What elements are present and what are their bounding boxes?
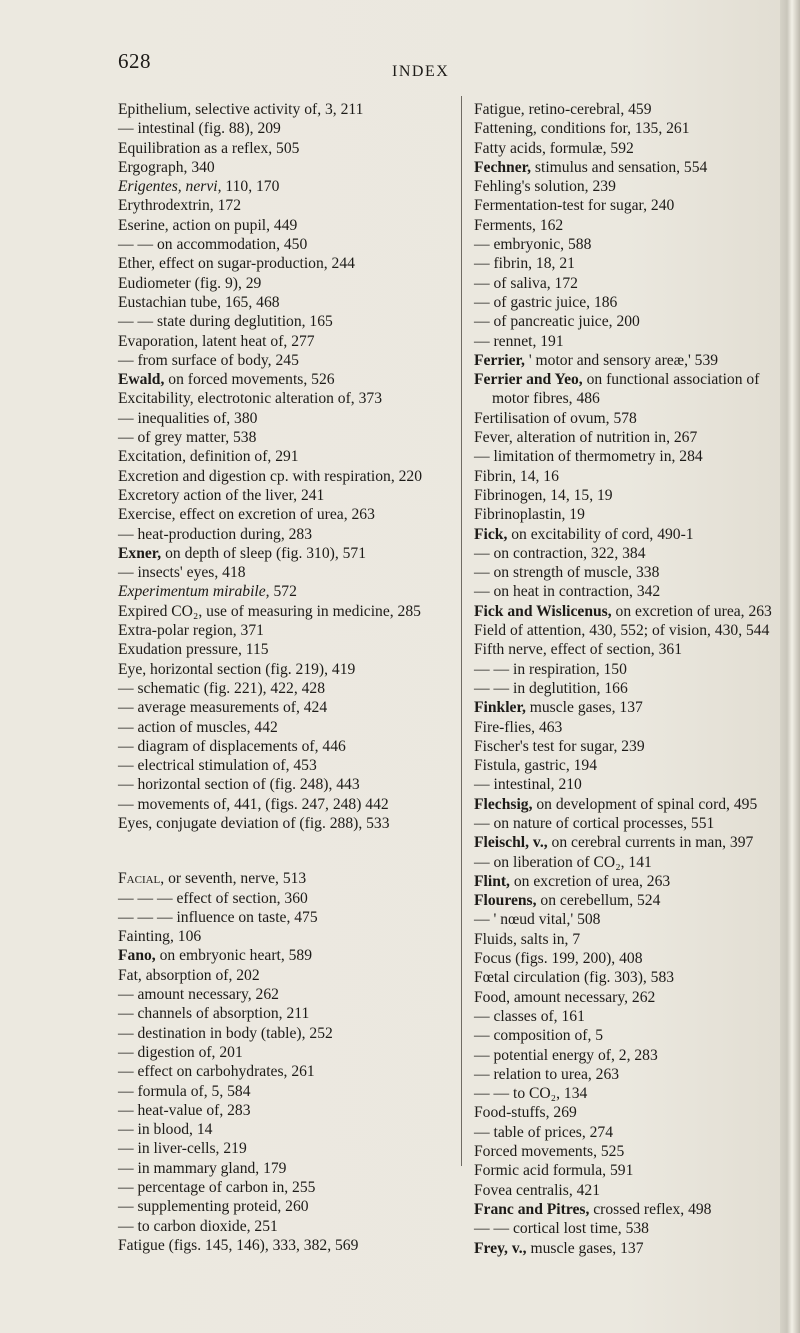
index-entry: — in liver-cells, 219 <box>118 1140 247 1158</box>
index-entry: Eserine, action on pupil, 449 <box>118 216 298 234</box>
index-entry <box>474 872 786 891</box>
index-entry: — classes of, 161 <box>474 1007 585 1025</box>
index-entry-refs: crossed reflex, 498 <box>589 1200 712 1218</box>
index-entry: Field of attention, 430, 552; of vision, 430, 544 <box>474 622 770 640</box>
index-column-right <box>474 100 786 1258</box>
index-entry: Fire-flies, 463 <box>474 718 563 736</box>
index-entry <box>474 370 786 409</box>
index-entry-refs: on cerebral currents in man, 397 <box>547 834 754 852</box>
index-entry-heading: Flourens, <box>474 892 537 910</box>
index-entry: Fainting, 106 <box>118 928 202 946</box>
index-entry-refs: on depth of sleep (fig. 310), 571 <box>161 544 367 562</box>
index-entry: Food, amount necessary, 262 <box>474 988 656 1006</box>
index-entry <box>118 869 448 888</box>
index-entry: Epithelium, selective activity of, 3, 211 <box>118 101 364 118</box>
index-entry: — relation to urea, 263 <box>474 1065 620 1083</box>
index-entry: Fovea centralis, 421 <box>474 1181 601 1199</box>
index-entry-heading: Fick, <box>474 525 508 543</box>
index-entry: — — cortical lost time, 538 <box>474 1220 649 1238</box>
index-entry: — composition of, 5 <box>474 1027 604 1045</box>
index-entry: Focus (figs. 199, 200), 408 <box>474 950 643 968</box>
index-entry: Fischer's test for sugar, 239 <box>474 737 645 755</box>
index-entry-refs: on excretion of urea, 263 <box>611 602 772 620</box>
index-entry: Exercise, effect on excretion of urea, 263 <box>118 506 375 524</box>
index-entry: — fibrin, 18, 21 <box>474 255 575 273</box>
index-entry <box>118 582 448 601</box>
index-entry: Ferments, 162 <box>474 216 564 234</box>
index-entry: — ' nœud vital,' 508 <box>474 911 601 929</box>
index-entry-refs: stimulus and sensation, 554 <box>531 158 708 176</box>
index-entry-refs: muscle gases, 137 <box>526 1239 644 1257</box>
index-entry <box>474 525 786 544</box>
index-entry: — heat-production during, 283 <box>118 525 313 543</box>
index-entry-heading: Experimentum mirabile, <box>118 583 270 601</box>
index-entry: Fat, absorption of, 202 <box>118 966 260 984</box>
index-entry: — average measurements of, 424 <box>118 699 328 717</box>
index-entry <box>474 795 786 814</box>
index-entry: — — — influence on taste, 475 <box>118 908 318 926</box>
index-entry: Forced movements, 525 <box>474 1143 625 1161</box>
index-entry-refs: on forced movements, 526 <box>164 371 335 389</box>
index-entry: — destination in body (table), 252 <box>118 1024 333 1042</box>
index-entry: — table of prices, 274 <box>474 1123 614 1141</box>
index-entry-heading: Ferrier, <box>474 351 525 369</box>
index-entry: — electrical stimulation of, 453 <box>118 757 317 775</box>
index-entry: Fibrinoplastin, 19 <box>474 506 585 524</box>
index-entry: Ether, effect on sugar-production, 244 <box>118 255 355 273</box>
index-entry-heading: Ewald, <box>118 371 165 389</box>
index-entry: Excretion and digestion cp. with respiration, 220 <box>118 467 423 485</box>
index-entry-refs: on functional association of motor fibres, 486 <box>492 371 760 408</box>
index-entry: — schematic (fig. 221), 422, 428 <box>118 679 326 697</box>
index-entry: Fatty acids, formulæ, 592 <box>474 139 634 157</box>
index-entry: Excretory action of the liver, 241 <box>118 486 325 504</box>
index-entry <box>474 602 786 621</box>
index-entry: — action of muscles, 442 <box>118 718 278 736</box>
index-entry <box>474 1200 786 1219</box>
index-entry: Fibrinogen, 14, 15, 19 <box>474 486 613 504</box>
index-entry <box>474 833 786 852</box>
index-entry: — — to CO₂, 134 <box>474 1085 588 1103</box>
index-entry: — effect on carbohydrates, 261 <box>118 1063 315 1081</box>
index-entry-refs: 572 <box>269 583 297 601</box>
index-entry: — intestinal, 210 <box>474 776 582 794</box>
index-entry <box>474 891 786 910</box>
index-entry: — percentage of carbon in, 255 <box>118 1179 316 1197</box>
index-entry: Eye, horizontal section (fig. 219), 419 <box>118 660 356 678</box>
page-edge <box>780 0 800 1333</box>
index-entry <box>118 946 448 965</box>
index-entry: Fifth nerve, effect of section, 361 <box>474 641 682 659</box>
index-entry: Excitation, definition of, 291 <box>118 448 299 466</box>
index-entry-refs: 110, 170 <box>221 178 280 196</box>
index-entry: Excitability, electrotonic alteration of, 373 <box>118 390 382 408</box>
index-entry: Formic acid formula, 591 <box>474 1162 634 1180</box>
index-entry: — digestion of, 201 <box>118 1043 243 1061</box>
index-entry: Fertilisation of ovum, 578 <box>474 409 637 427</box>
index-entry: Expired CO₂, use of measuring in medicine, 285 <box>118 602 421 620</box>
index-entry: Fatigue (figs. 145, 146), 333, 382, 569 <box>118 1236 359 1254</box>
index-entry-heading: Fleischl, v., <box>474 834 548 852</box>
index-entry: — embryonic, 588 <box>474 236 592 254</box>
index-entry-heading: Exner, <box>118 544 162 562</box>
running-head: INDEX <box>392 63 450 80</box>
index-entry-heading: Frey, v., <box>474 1239 527 1257</box>
index-entry-heading: Ferrier and Yeo, <box>474 371 583 389</box>
index-entry: Eustachian tube, 165, 468 <box>118 293 280 311</box>
index-entry-refs: ' motor and sensory areæ,' 539 <box>524 351 719 369</box>
index-entry: — of gastric juice, 186 <box>474 293 618 311</box>
index-entry: — of saliva, 172 <box>474 274 578 292</box>
index-entry-heading: Erigentes, nervi, <box>118 178 222 196</box>
index-entry: — horizontal section of (fig. 248), 443 <box>118 776 360 794</box>
index-entry: Fattening, conditions for, 135, 261 <box>474 120 690 138</box>
index-entry: — of pancreatic juice, 200 <box>474 313 640 331</box>
index-entry: — in blood, 14 <box>118 1121 213 1139</box>
index-entry: Fehling's solution, 239 <box>474 178 616 196</box>
index-entry: — on nature of cortical processes, 551 <box>474 814 715 832</box>
index-entry <box>118 177 448 196</box>
index-entry: Fermentation-test for sugar, 240 <box>474 197 675 215</box>
index-entry: — potential energy of, 2, 283 <box>474 1046 658 1064</box>
column-divider <box>461 96 462 1166</box>
index-entry <box>118 544 448 563</box>
index-entry: Exudation pressure, 115 <box>118 641 269 659</box>
index-entry-heading: Fick and Wislicenus, <box>474 602 612 620</box>
index-entry: Evaporation, latent heat of, 277 <box>118 332 315 350</box>
index-entry: — — in respiration, 150 <box>474 660 627 678</box>
index-entry: — inequalities of, 380 <box>118 409 258 427</box>
index-entry <box>118 370 448 389</box>
section-gap <box>118 833 448 869</box>
index-entry: Fatigue, retino-cerebral, 459 <box>474 101 652 118</box>
index-entry: — on strength of muscle, 338 <box>474 564 660 582</box>
index-entry: — formula of, 5, 584 <box>118 1082 251 1100</box>
index-entry-heading: Finkler, <box>474 699 526 717</box>
page-number: 628 <box>118 49 151 73</box>
index-entry-refs: muscle gases, 137 <box>525 699 643 717</box>
index-entry <box>474 158 786 177</box>
index-entry-heading: Flint, <box>474 872 510 890</box>
index-entry: Fibrin, 14, 16 <box>474 467 559 485</box>
index-entry: Extra-polar region, 371 <box>118 622 264 640</box>
index-entry: — on heat in contraction, 342 <box>474 583 661 601</box>
index-entry-heading: Fechner, <box>474 158 532 176</box>
index-entry: — heat-value of, 283 <box>118 1101 251 1119</box>
index-entry: — diagram of displacements of, 446 <box>118 737 346 755</box>
index-entry: Fever, alteration of nutrition in, 267 <box>474 429 698 447</box>
index-entry: Fœtal circulation (fig. 303), 583 <box>474 969 675 987</box>
index-entry: — on liberation of CO₂, 141 <box>474 853 652 871</box>
index-entry-heading: Facial, <box>118 870 165 888</box>
index-entry: — limitation of thermometry in, 284 <box>474 448 703 466</box>
index-entry: — to carbon dioxide, 251 <box>118 1217 278 1235</box>
index-entry: — — in deglutition, 166 <box>474 679 628 697</box>
index-entry <box>474 698 786 717</box>
index-entry: Erythrodextrin, 172 <box>118 197 241 215</box>
index-entry-heading: Franc and Pitres, <box>474 1200 590 1218</box>
index-entry-refs: on excitability of cord, 490-1 <box>507 525 694 543</box>
index-entry: Fistula, gastric, 194 <box>474 757 598 775</box>
index-entry: Eyes, conjugate deviation of (fig. 288), 533 <box>118 814 390 832</box>
index-entry-refs: on development of spinal cord, 495 <box>532 795 758 813</box>
index-entry: — rennet, 191 <box>474 332 564 350</box>
index-entry: — in mammary gland, 179 <box>118 1159 287 1177</box>
index-entry: — movements of, 441, (figs. 247, 248) 442 <box>118 795 389 813</box>
index-entry: — on contraction, 322, 384 <box>474 544 646 562</box>
index-entry: — amount necessary, 262 <box>118 986 279 1004</box>
index-entry-heading: Fano, <box>118 947 156 965</box>
index-entry: — from surface of body, 245 <box>118 351 299 369</box>
index-entry: Fluids, salts in, 7 <box>474 930 581 948</box>
index-entry: — of grey matter, 538 <box>118 429 257 447</box>
index-entry-refs: or seventh, nerve, 513 <box>164 870 307 888</box>
index-entry: — intestinal (fig. 88), 209 <box>118 120 281 138</box>
index-entry: — — state during deglutition, 165 <box>118 313 333 331</box>
index-column-left <box>118 100 448 1255</box>
index-entry: Ergograph, 340 <box>118 158 215 176</box>
index-entry: Equilibration as a reflex, 505 <box>118 139 300 157</box>
index-entry-refs: on cerebellum, 524 <box>536 892 661 910</box>
index-entry: Eudiometer (fig. 9), 29 <box>118 274 262 292</box>
index-entry: — channels of absorption, 211 <box>118 1005 310 1023</box>
index-entry: — — — effect of section, 360 <box>118 889 308 907</box>
index-entry: — insects' eyes, 418 <box>118 564 246 582</box>
index-entry: Food-stuffs, 269 <box>474 1104 577 1122</box>
index-entry <box>474 1239 786 1258</box>
index-entry: — — on accommodation, 450 <box>118 236 308 254</box>
index-entry-refs: on excretion of urea, 263 <box>509 872 671 890</box>
index-entry <box>474 351 786 370</box>
index-entry: — supplementing proteid, 260 <box>118 1198 309 1216</box>
index-entry-refs: on embryonic heart, 589 <box>155 947 313 965</box>
index-entry-heading: Flechsig, <box>474 795 533 813</box>
